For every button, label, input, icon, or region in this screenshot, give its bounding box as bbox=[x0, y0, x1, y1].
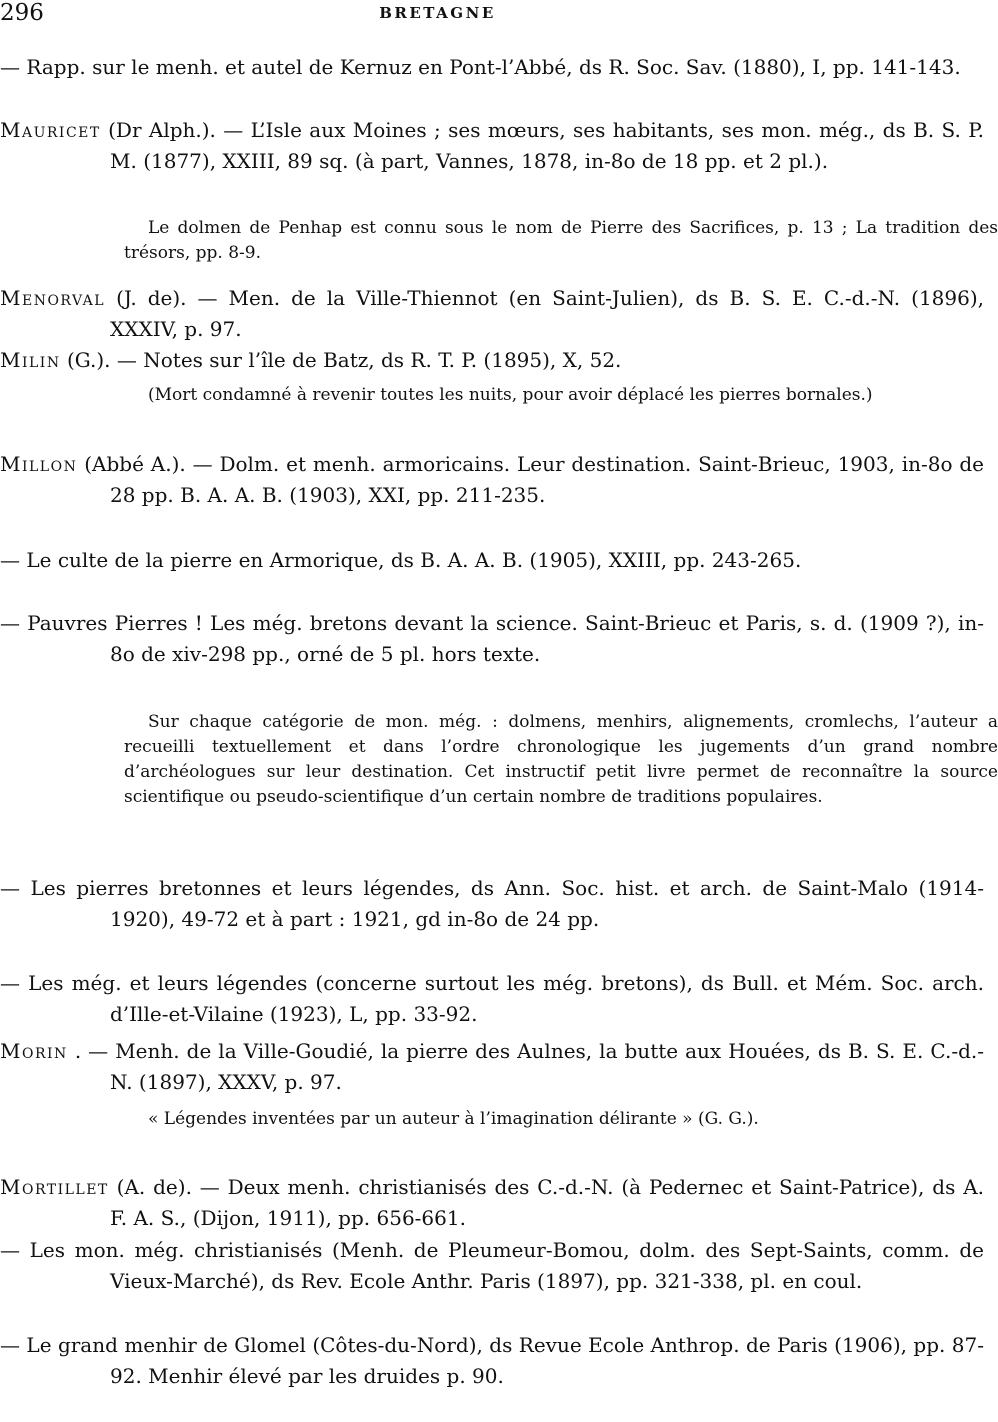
note-text: Le dolmen de Penhap est connu sous le nom de Pierre des Sacrifices, p. 13 ; La tradition des trésors, pp. 8-9. bbox=[124, 218, 998, 263]
note-text: « Légendes inventées par un auteur à l’imagination délirante » (G. G.). bbox=[148, 1109, 759, 1129]
bibliography-entry bbox=[0, 873, 984, 935]
entry-text: — Pauvres Pierres ! Les még. bretons devant la science. Saint-Brieuc et Paris, s. d. (1909 ?), in-8o de xiv-298 pp., orné de 5 pl. hors texte. bbox=[0, 611, 984, 666]
running-head: BRETAGNE bbox=[379, 4, 496, 22]
entry-text: — Rapp. sur le menh. et autel de Kernuz en Pont-l’Abbé, ds R. Soc. Sav. (1880), I, pp. 141-143. bbox=[0, 55, 961, 79]
bibliography-entry bbox=[0, 545, 984, 576]
entry-text: . — Menh. de la Ville-Goudié, la pierre des Aulnes, la butte aux Houées, ds B. S. E. C.-d.-N. (1897), XXXV, p. 97. bbox=[74, 1039, 985, 1094]
entry-text: — Les mon. még. christianisés (Menh. de Pleumeur-Bomou, dolm. des Sept-Saints, comm. de Vieux-Marché), ds Rev. Ecole Anthr. Paris (1897), pp. 321-338, pl. en coul. bbox=[0, 1238, 984, 1293]
bibliography-entry bbox=[0, 449, 984, 511]
entry-text: — Le culte de la pierre en Armorique, ds B. A. A. B. (1905), XXIII, pp. 243-265. bbox=[0, 548, 802, 572]
bibliography-entry bbox=[0, 115, 984, 177]
bibliography-entry bbox=[0, 283, 984, 345]
bibliography-entry bbox=[0, 1172, 984, 1234]
entry-text: (J. de). — Men. de la Ville-Thiennot (en Saint-Julien), ds B. S. E. C.-d.-N. (1896), XXXIV, p. 97. bbox=[110, 286, 985, 341]
bibliography-entry bbox=[0, 1235, 984, 1297]
entry-note bbox=[0, 383, 998, 408]
entry-author: Millon bbox=[0, 452, 78, 476]
note-text: Sur chaque catégorie de mon. még. : dolmens, menhirs, alignements, cromlechs, l’auteur a recueilli textuellement et dans l’ordre chronologique les jugements d’un grand nombre d’archéologues sur leur destination. Cet instructif petit livre permet de reconnaître la source scientifique ou pseudo-scientifique d’un certain nombre de traditions populaires. bbox=[124, 712, 998, 807]
note-text: (Mort condamné à revenir toutes les nuits, pour avoir déplacé les pierres bornales.) bbox=[148, 385, 873, 405]
entry-text: — Les még. et leurs légendes (concerne surtout les még. bretons), ds Bull. et Mém. Soc. arch. d’Ille-et-Vilaine (1923), L, pp. 33-92. bbox=[0, 971, 984, 1026]
entry-note bbox=[0, 216, 998, 266]
entry-author: Morin bbox=[0, 1039, 68, 1063]
entry-text: (Dr Alph.). — L’Isle aux Moines ; ses mœurs, ses habitants, ses mon. még., ds B. S. P. M. (1877), XXIII, 89 sq. (à part, Vannes, 1878, in-8o de 18 pp. et 2 pl.). bbox=[108, 118, 984, 173]
entry-author: Milin bbox=[0, 348, 61, 372]
entry-text: — Le grand menhir de Glomel (Côtes-du-Nord), ds Revue Ecole Anthrop. de Paris (1906), pp. 87-92. Menhir élevé par les druides p. 90. bbox=[0, 1333, 984, 1388]
bibliography-entry bbox=[0, 1330, 984, 1392]
bibliography-entry bbox=[0, 968, 984, 1030]
entry-note bbox=[0, 1107, 998, 1132]
entry-text: (A. de). — Deux menh. christianisés des C.-d.-N. (à Pedernec et Saint-Patrice), ds A. F. A. S., (Dijon, 1911), pp. 656-661. bbox=[110, 1175, 984, 1230]
entry-author: Mortillet bbox=[0, 1175, 109, 1199]
bibliography-entry bbox=[0, 1036, 984, 1098]
bibliography-entry bbox=[0, 608, 984, 670]
page-number: 296 bbox=[0, 0, 44, 26]
entry-author: Mauricet bbox=[0, 118, 101, 142]
entry-author: Menorval bbox=[0, 286, 106, 310]
entry-note bbox=[0, 710, 998, 810]
bibliography-entry bbox=[0, 52, 984, 83]
bibliography-entry bbox=[0, 345, 984, 376]
entry-text: — Les pierres bretonnes et leurs légendes, ds Ann. Soc. hist. et arch. de Saint-Malo (1914-1920), 49-72 et à part : 1921, gd in-8o de 24 pp. bbox=[0, 876, 984, 931]
entry-text: (Abbé A.). — Dolm. et menh. armoricains. Leur destination. Saint-Brieuc, 1903, in-8o de 28 pp. B. A. A. B. (1903), XXI, pp. 211-235. bbox=[84, 452, 985, 507]
entry-text: (G.). — Notes sur l’île de Batz, ds R. T. P. (1895), X, 52. bbox=[66, 348, 622, 372]
page-header bbox=[0, 0, 875, 28]
